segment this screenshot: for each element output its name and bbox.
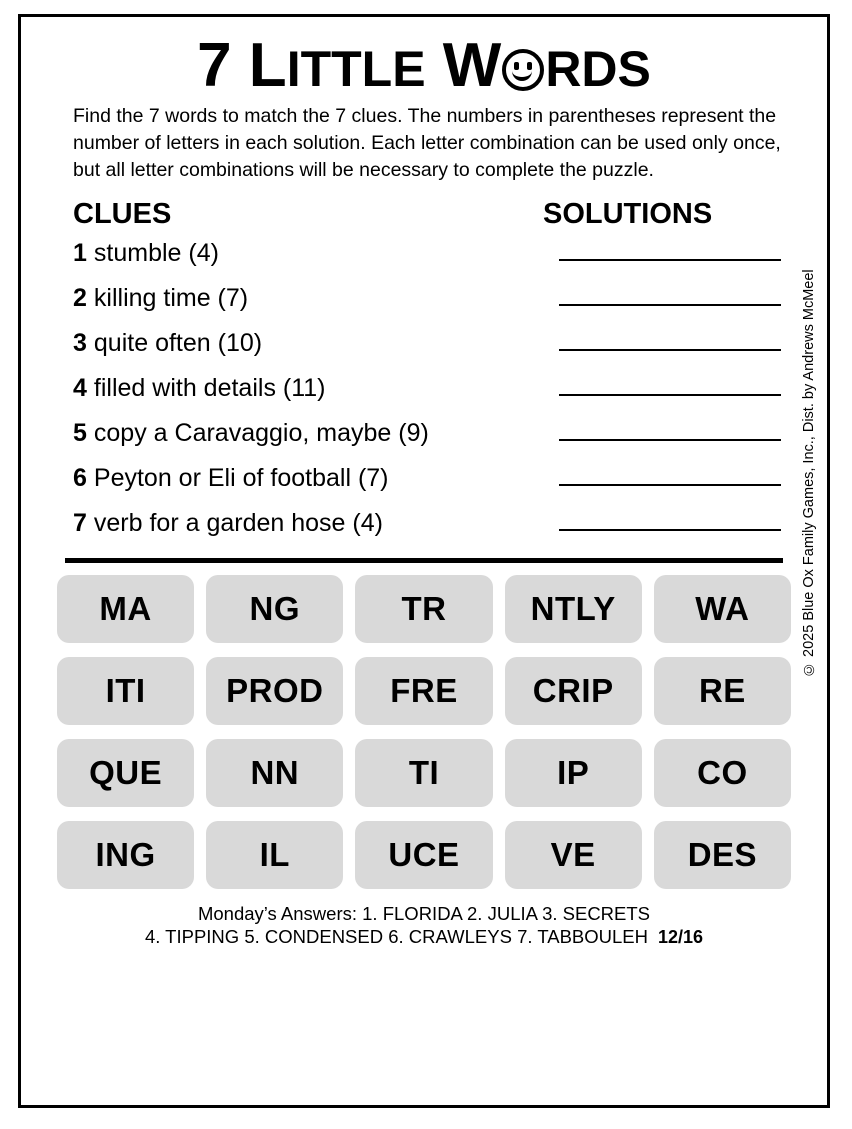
title-part-one: 7 L: [197, 31, 287, 100]
page-title: [21, 31, 827, 100]
letter-tile[interactable]: NN: [206, 739, 343, 807]
letter-tile-grid: [57, 575, 791, 889]
clue-label: filled with details (11): [93, 373, 326, 402]
clue-number: 1: [73, 238, 87, 267]
solution-blank[interactable]: [559, 503, 781, 531]
letter-tile[interactable]: UCE: [355, 821, 492, 889]
previous-answers: [21, 902, 827, 950]
solution-blank[interactable]: [559, 233, 781, 261]
solution-blank[interactable]: [559, 413, 781, 441]
letter-tile[interactable]: TR: [355, 575, 492, 643]
letter-tile[interactable]: NG: [206, 575, 343, 643]
solution-blank[interactable]: [559, 323, 781, 351]
previous-answers-line-two: [21, 925, 827, 949]
clue-number: 4: [73, 373, 87, 402]
letter-tile[interactable]: VE: [505, 821, 642, 889]
solution-blank[interactable]: [559, 368, 781, 396]
letter-tile[interactable]: DES: [654, 821, 791, 889]
letter-tile[interactable]: CO: [654, 739, 791, 807]
title-part-two: W: [425, 31, 502, 100]
previous-answers-line-two-text: 4. TIPPING 5. CONDENSED 6. CRAWLEYS 7. TABBOULEH: [144, 926, 649, 948]
clue-text: [73, 284, 553, 313]
column-headings: [21, 198, 827, 231]
previous-answers-line-one: Monday’s Answers: 1. FLORIDA 2. JULIA 3. SECRETS: [197, 902, 651, 924]
letter-tile[interactable]: TI: [355, 739, 492, 807]
letter-tile[interactable]: MA: [57, 575, 194, 643]
clue-label: verb for a garden hose (4): [93, 508, 383, 537]
clue-label: quite often (10): [93, 328, 263, 357]
solution-blank[interactable]: [559, 278, 781, 306]
clue-label: killing time (7): [93, 283, 249, 312]
copyright-notice: © 2025 Blue Ox Family Games, Inc., Dist. by Andrews McMeel: [801, 269, 817, 677]
clue-number: 5: [73, 418, 87, 447]
solution-blank[interactable]: [559, 458, 781, 486]
title-part-one-small: ITTLE: [286, 41, 426, 97]
letter-tile[interactable]: IL: [206, 821, 343, 889]
clue-text: [73, 374, 553, 403]
clue-number: 7: [73, 508, 87, 537]
letter-tile[interactable]: RE: [654, 657, 791, 725]
letter-tile[interactable]: FRE: [355, 657, 492, 725]
clue-row: [73, 458, 787, 503]
smiley-face-icon: [502, 49, 544, 91]
clue-row: [73, 233, 787, 278]
clue-number: 2: [73, 283, 87, 312]
letter-tile[interactable]: PROD: [206, 657, 343, 725]
clue-label: stumble (4): [93, 238, 219, 267]
clue-number: 6: [73, 463, 87, 492]
clue-text: [73, 464, 553, 493]
clue-row: [73, 368, 787, 413]
clue-label: copy a Caravaggio, maybe (9): [93, 418, 429, 447]
puzzle-date: 12/16: [658, 927, 704, 948]
clue-row: [73, 503, 787, 548]
letter-tile[interactable]: IP: [505, 739, 642, 807]
letter-tile[interactable]: WA: [654, 575, 791, 643]
puzzle-card: [18, 14, 830, 1108]
clue-text: [73, 239, 553, 268]
clue-text: [73, 509, 553, 538]
clue-text: [73, 419, 553, 448]
title-part-two-small: RDS: [545, 41, 651, 97]
letter-tile[interactable]: NTLY: [505, 575, 642, 643]
instructions-text: Find the 7 words to match the 7 clues. The numbers in parentheses represent the number of letters in each solution. Each letter combination can be used only once, but all letter combinations will be necessary to complete the puzzle.: [73, 105, 781, 181]
clue-list: [21, 233, 827, 548]
clue-row: [73, 323, 787, 368]
clue-text: [73, 329, 553, 358]
solutions-heading: SOLUTIONS: [543, 197, 713, 230]
letter-tile[interactable]: QUE: [57, 739, 194, 807]
letter-tile[interactable]: CRIP: [505, 657, 642, 725]
clue-row: [73, 413, 787, 458]
clue-row: [73, 278, 787, 323]
section-divider: [65, 558, 783, 563]
clue-label: Peyton or Eli of football (7): [93, 463, 389, 492]
letter-tile[interactable]: ING: [57, 821, 194, 889]
clues-heading: CLUES: [73, 197, 172, 230]
letter-tile[interactable]: ITI: [57, 657, 194, 725]
clue-number: 3: [73, 328, 87, 357]
